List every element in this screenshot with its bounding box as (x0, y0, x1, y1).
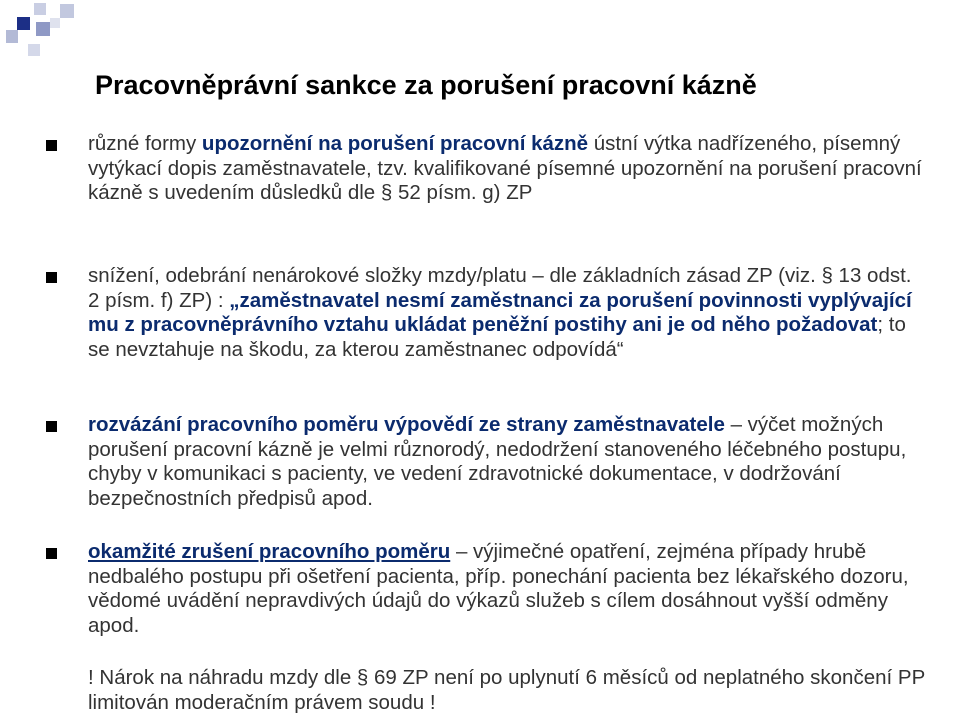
deco-square (50, 18, 60, 28)
deco-square (60, 4, 74, 18)
bullet-highlight: okamžité zrušení pracovního poměru (88, 540, 451, 563)
deco-square (28, 44, 40, 56)
final-note: ! Nárok na náhradu mzdy dle § 69 ZP není po uplynutí 6 měsíců od neplatného skončení PP limitován moderačním právem soudu ! (88, 666, 925, 714)
bullet-highlight: rozvázání pracovního poměru výpovědí ze strany zaměstnavatele (88, 413, 725, 436)
bullet-highlight: upozornění na porušení pracovní kázně (201, 132, 589, 155)
square-bullet-icon (46, 272, 57, 283)
bullet-text: různé formy (88, 132, 202, 155)
bullet-text: – výjimečné opatření, zejména případy hrubě nedbalého postupu při ošetření pacienta, příp. ponechání pacienta bez lékařského dozoru, vědomé uvádění nepravdivých údajů do výkazů služeb s cílem dosáhnout vyšší odměny apod. (88, 540, 909, 637)
bullet-text: – výčet možných porušení pracovní kázně je velmi různorodý, nedodržení stanoveného léčebného postupu, chyby v komunikaci s pacienty, ve vedení zdravotnické dokumentace, v dodržování bezpečnostních předpisů apod. (88, 413, 907, 510)
bullet-text: ústní výtka nadřízeného, písemný vytýkací dopis zaměstnavatele, tzv. kvalifikované písemné upozornění na porušení pracovní kázně s uvedením důsledků dle § 52 písm. g) ZP (88, 132, 922, 204)
deco-square (17, 17, 30, 30)
bullet-text: ; to se nevztahuje na škodu, za kterou zaměstnanec odpovídá“ (88, 313, 906, 361)
square-bullet-icon (46, 548, 57, 559)
corner-decoration (0, 0, 90, 64)
deco-square (6, 30, 18, 43)
deco-square (34, 3, 46, 15)
bullet-text: snížení, odebrání nenárokové složky mzdy/platu – dle základních zásad ZP (viz. § 13 odst. 2 písm. f) ZP) : (88, 264, 912, 312)
bullet-item (88, 264, 928, 362)
square-bullet-icon (46, 421, 57, 432)
slide-title: Pracovněprávní sankce za porušení pracovní kázně (95, 70, 757, 100)
bullet-highlight: „zaměstnavatel nesmí zaměstnanci za porušení povinnosti vyplývající mu z pracovněprávního vztahu ukládat peněžní postihy ani je od něho požadovat (88, 288, 912, 336)
deco-square (36, 22, 50, 36)
bullet-item (88, 540, 928, 638)
bullet-item (88, 132, 928, 206)
square-bullet-icon (46, 140, 57, 151)
bullet-item (88, 413, 928, 511)
